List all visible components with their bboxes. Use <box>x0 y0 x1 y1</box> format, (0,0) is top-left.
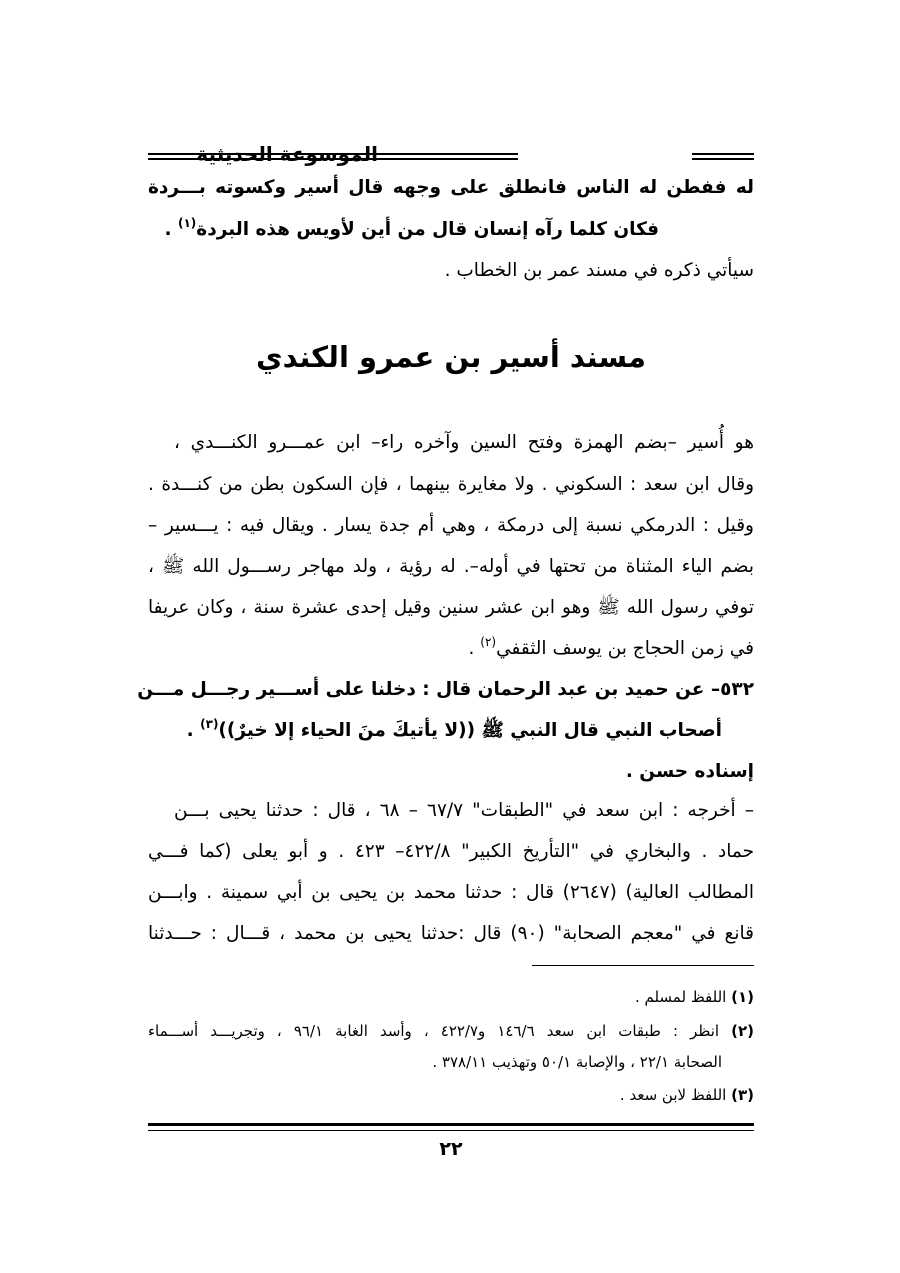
footnote-2: (٢) انظر : طبقات ابن سعد ١٤٦/٦ و٤٢٢/٧ ، وأسد الغابة ٩٦/١ ، وتجريـــد أســـماء <box>148 1022 755 1040</box>
bio-line-1: هو أُسير –بضم الهمزة وفتح السين وآخره راء– ابن عمـــرو الكنـــدي ، <box>174 432 754 453</box>
footer-rule-bottom <box>148 1130 754 1131</box>
page-number: ٢٢ <box>439 1138 463 1160</box>
footnote-2-continued: الصحابة ٢٢/١ ، والإصابة ٥٠/١ وتهذيب ٣٧٨/١١ . <box>432 1053 722 1071</box>
takhrij-line-4: قانع في "معجم الصحابة" (٩٠) قال :حدثنا يحيى بن محمد ، قـــال : حـــدثنا <box>148 923 754 944</box>
footnote-1: (١) اللفظ لمسلم . <box>634 988 754 1006</box>
takhrij-line-3: المطالب العالية) (٢٦٤٧) قال : حدثنا محمد بن يحيى بن أبي سمينة . وابـــن <box>148 882 754 903</box>
hadith-line-1: ٥٣٢– عن حميد بن عبد الرحمان قال : دخلنا على أســـير رجـــل مـــن <box>137 679 754 700</box>
bio-line-5: توفي رسول الله ﷺ وهو ابن عشر سنين وقيل إحدى عشرة سنة ، وكان عريفا <box>148 597 754 618</box>
bio-line-3: وقيل : الدرمكي نسبة إلى درمكة ، وهي أم جدة يسار . ويقال فيه : يـــسير – <box>148 515 754 536</box>
book-page <box>137 0 755 1273</box>
footnote-separator <box>532 965 754 966</box>
continuation-line-3: سيأتي ذكره في مسند عمر بن الخطاب . <box>444 260 754 281</box>
continuation-line-1: له ففطن له الناس فانطلق على وجهه قال أسير وكسوته بـــردة <box>148 177 754 198</box>
header-rule-right-top <box>692 153 754 155</box>
footer-rule-top <box>148 1123 754 1126</box>
takhrij-line-1: – أخرجه : ابن سعد في "الطبقات" ٦٧/٧ – ٦٨ ، قال : حدثنا يحيى بـــن <box>174 800 754 821</box>
footnote-ref-1[interactable]: (١) <box>177 216 197 230</box>
section-title: مسند أسير بن عمرو الكندي <box>256 340 646 374</box>
footnote-ref-3[interactable]: (٣) <box>200 717 219 731</box>
bio-line-4: بضم الياء المثناة من تحتها في أوله–. له رؤية ، ولد مهاجر رســـول الله ﷺ ، <box>148 556 754 577</box>
bio-line-2: وقال ابن سعد : السكوني . ولا مغايرة بينهما ، فإن السكون بطن من كنـــدة . <box>148 474 754 495</box>
footnote-3: (٣) اللفظ لابن سعد . <box>619 1086 754 1104</box>
hadith-grade: إسناده حسن . <box>625 761 754 782</box>
takhrij-line-2: حماد . والبخاري في "التأريخ الكبير" ٤٢٢/٨– ٤٢٣ . و أبو يعلى (كما فـــي <box>148 841 755 862</box>
header-rule-right-bottom <box>692 158 754 160</box>
continuation-line-2: فكان كلما رآه إنسان قال من أين لأويس هذه البردة$^{(١)}$ . <box>164 216 659 240</box>
running-header-title: الموسوعة الحديثية <box>196 142 378 166</box>
bio-line-6: في زمن الحجاج بن يوسف الثقفي$^{(٢)}$ . <box>468 635 754 659</box>
footnote-ref-2[interactable]: (٢) <box>480 635 497 649</box>
hadith-line-2: أصحاب النبي قال النبي ﷺ ((لا يأتيكَ منَ الحياء إلا خيرٌ))$^{(٣)}$ . <box>186 717 722 741</box>
